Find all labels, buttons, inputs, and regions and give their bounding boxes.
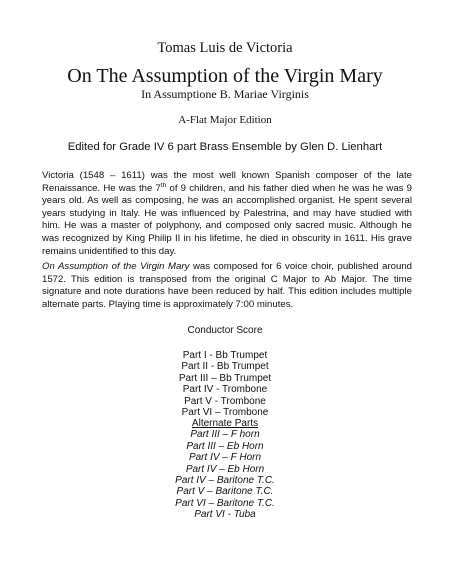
page-title: On The Assumption of the Virgin Mary [67,65,383,87]
work-description-text: was composed for 6 voice choir, published around 1572. This edition is transposed from the original C Major to Ab Major. The time signature and note durations have been reduced by half. This edition includes multiple alternate parts. Playing time is approximately 7:00 minutes. [42,261,413,310]
part-item: Part III – Bb Trumpet [178,372,272,384]
part-item: Part IV - Trombone [182,384,268,396]
edited-by-line: Edited for Grade IV 6 part Brass Ensemble by Glen D. Lienhart [67,141,383,153]
alternate-part-item: Part III – F horn [190,429,260,441]
alternate-part-item: Part VI – Baritone T.C. [175,497,275,509]
alternate-part-item: Part V – Baritone T.C. [176,486,274,498]
part-item: Part V - Trombone [184,395,266,407]
page-subtitle: In Assumptione B. Mariae Virginis [141,87,309,101]
alternate-part-item: Part IV – F Horn [188,452,262,464]
composer-name: Tomas Luis de Victoria [157,40,293,56]
conductor-score-label: Conductor Score [187,325,263,336]
alternate-parts-heading: Alternate Parts [191,418,259,429]
biography-paragraph [42,170,412,258]
biography-text-start: Victoria (1548 – 1611) was the most well known Spanish composer of the late Renaissance. He was the 7 [42,170,412,194]
parts-list [0,350,450,418]
biography-text-end: of 9 children, and his father died when he was he was 9 years old. As well as composing, he was an accomplished organist. He spent several years studying in Italy. He was influenced by Palestrina, and may have studied with him. He was a master of polyphony, and composed only sacred music. Although he was recognized by King Philip II in his lifetime, he died in obscurity in 1611. His grave remains unidentified to this day. [42,182,412,257]
alternate-part-item: Part IV – Eb Horn [185,463,265,475]
alternate-part-item: Part VI - Tuba [194,509,256,521]
work-description-paragraph [42,261,412,311]
part-item: Part II - Bb Trumpet [181,361,269,373]
part-item: Part I - Bb Trumpet [182,350,268,361]
edition-label: A-Flat Major Edition [178,114,272,126]
work-title-italic: On Assumption of the Virgin Mary [42,261,190,272]
alternate-part-item: Part IV – Baritone T.C. [175,475,275,487]
alternate-part-item: Part III – Eb Horn [186,440,264,452]
ordinal-suffix: th [160,181,167,189]
alternate-parts-list [0,418,450,521]
part-item: Part VI – Trombone [181,407,269,419]
